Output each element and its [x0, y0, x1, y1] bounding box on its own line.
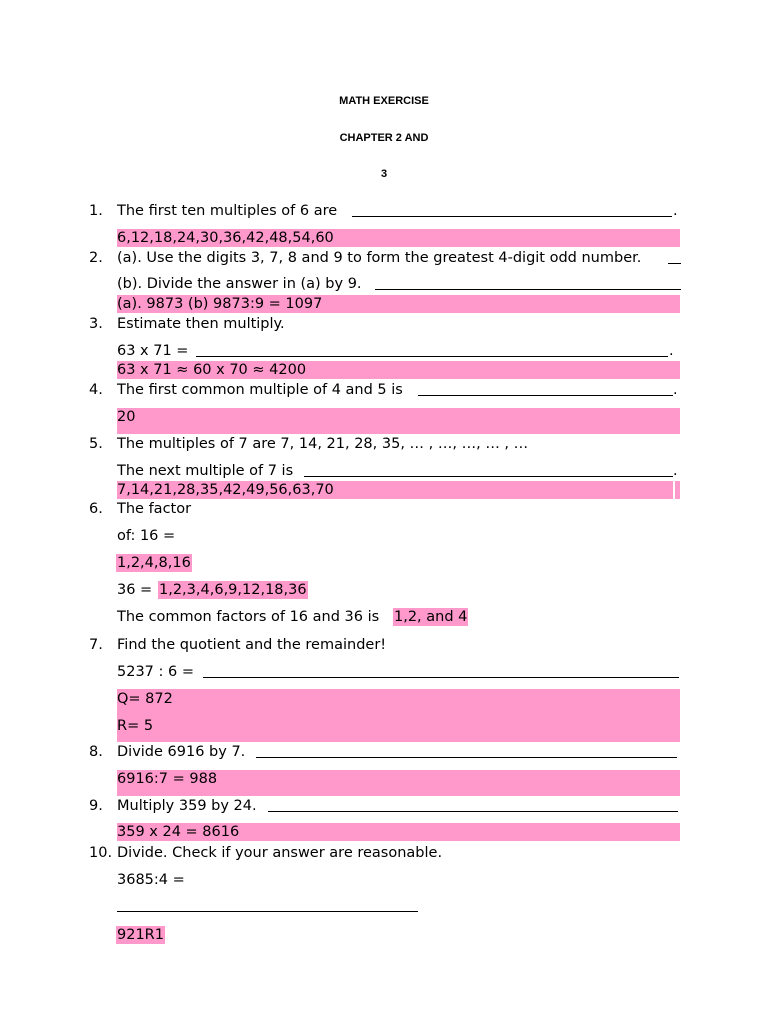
question-7-text: Find the quotient and the remainder! — [117, 637, 387, 653]
question-4-answer: 20 — [117, 409, 136, 425]
worksheet-subtitle-line1: CHAPTER 2 AND — [339, 132, 429, 144]
question-8-text: Divide 6916 by 7. — [117, 744, 246, 760]
question-3-answer-line — [196, 356, 668, 357]
question-1-number: 1. — [89, 203, 103, 219]
question-1-answer: 6,12,18,24,30,36,42,48,54,60 — [117, 230, 334, 246]
question-3-expression: 63 x 71 = — [117, 343, 189, 359]
question-3-answer: 63 x 71 ≈ 60 x 70 ≈ 4200 — [117, 362, 307, 378]
question-3-text: Estimate then multiply. — [117, 316, 285, 332]
question-1-period: . — [673, 203, 678, 219]
question-3-number: 3. — [89, 316, 103, 332]
question-6-label-36: 36 = — [117, 582, 153, 598]
question-8-answer-line — [256, 757, 677, 758]
question-2-answer: (a). 9873 (b) 9873:9 = 1097 — [117, 296, 323, 312]
question-10-number: 10. — [89, 845, 113, 861]
question-6-text: The factor — [117, 501, 192, 517]
question-5-number: 5. — [89, 436, 103, 452]
question-6-of16: of: 16 = — [117, 528, 176, 544]
question-3-period: . — [669, 343, 674, 359]
question-6-common-answer: 1,2, and 4 — [394, 609, 468, 625]
question-2-text-b: (b). Divide the answer in (a) by 9. — [117, 276, 362, 292]
question-10-answer-line — [117, 911, 418, 912]
question-7-answer-line — [203, 677, 679, 678]
question-9-number: 9. — [89, 798, 103, 814]
question-4-answer-line — [418, 395, 673, 396]
question-7-answer-remainder: R= 5 — [117, 718, 154, 734]
question-2-text: (a). Use the digits 3, 7, 8 and 9 to form the greatest 4-digit odd number. — [117, 250, 642, 266]
question-6-answer-16: 1,2,4,8,16 — [117, 555, 191, 571]
question-4-text: The first common multiple of 4 and 5 is — [117, 382, 403, 398]
worksheet-subtitle-line2: 3 — [380, 168, 388, 180]
question-4-number: 4. — [89, 382, 103, 398]
question-7-answer-quotient: Q= 872 — [117, 691, 173, 707]
question-9-text: Multiply 359 by 24. — [117, 798, 257, 814]
question-5-answer: 7,14,21,28,35,42,49,56,63,70 — [117, 482, 334, 498]
question-5-text-2: The next multiple of 7 is — [117, 463, 294, 479]
question-5-highlight-gap — [673, 481, 675, 499]
question-10-expression: 3685:4 = — [117, 872, 185, 888]
question-2-answer-line-a — [668, 263, 681, 264]
question-6-common-text: The common factors of 16 and 36 is — [117, 609, 380, 625]
question-5-period: . — [673, 463, 678, 479]
question-7-number: 7. — [89, 637, 103, 653]
question-1-answer-line — [352, 216, 672, 217]
question-4-period: . — [673, 382, 678, 398]
question-8-number: 8. — [89, 744, 103, 760]
question-8-answer: 6916:7 = 988 — [117, 771, 218, 787]
question-10-text: Divide. Check if your answer are reasonable. — [117, 845, 443, 861]
question-5-text: The multiples of 7 are 7, 14, 21, 28, 35, … , …, …, … , … — [117, 436, 529, 452]
question-1-text: The first ten multiples of 6 are — [117, 203, 338, 219]
question-6-answer-36: 1,2,3,4,6,9,12,18,36 — [159, 582, 307, 598]
question-9-answer: 359 x 24 = 8616 — [117, 824, 240, 840]
question-4-answer-highlight — [117, 408, 680, 434]
worksheet-title: MATH EXERCISE — [339, 95, 429, 107]
question-7-expression: 5237 : 6 = — [117, 664, 194, 680]
question-10-answer: 921R1 — [117, 927, 164, 943]
question-6-number: 6. — [89, 501, 103, 517]
question-2-number: 2. — [89, 250, 103, 266]
question-9-answer-line — [268, 811, 678, 812]
question-2-answer-line-b — [375, 289, 681, 290]
question-5-answer-line — [304, 476, 673, 477]
question-7-answer-highlight — [117, 689, 680, 742]
